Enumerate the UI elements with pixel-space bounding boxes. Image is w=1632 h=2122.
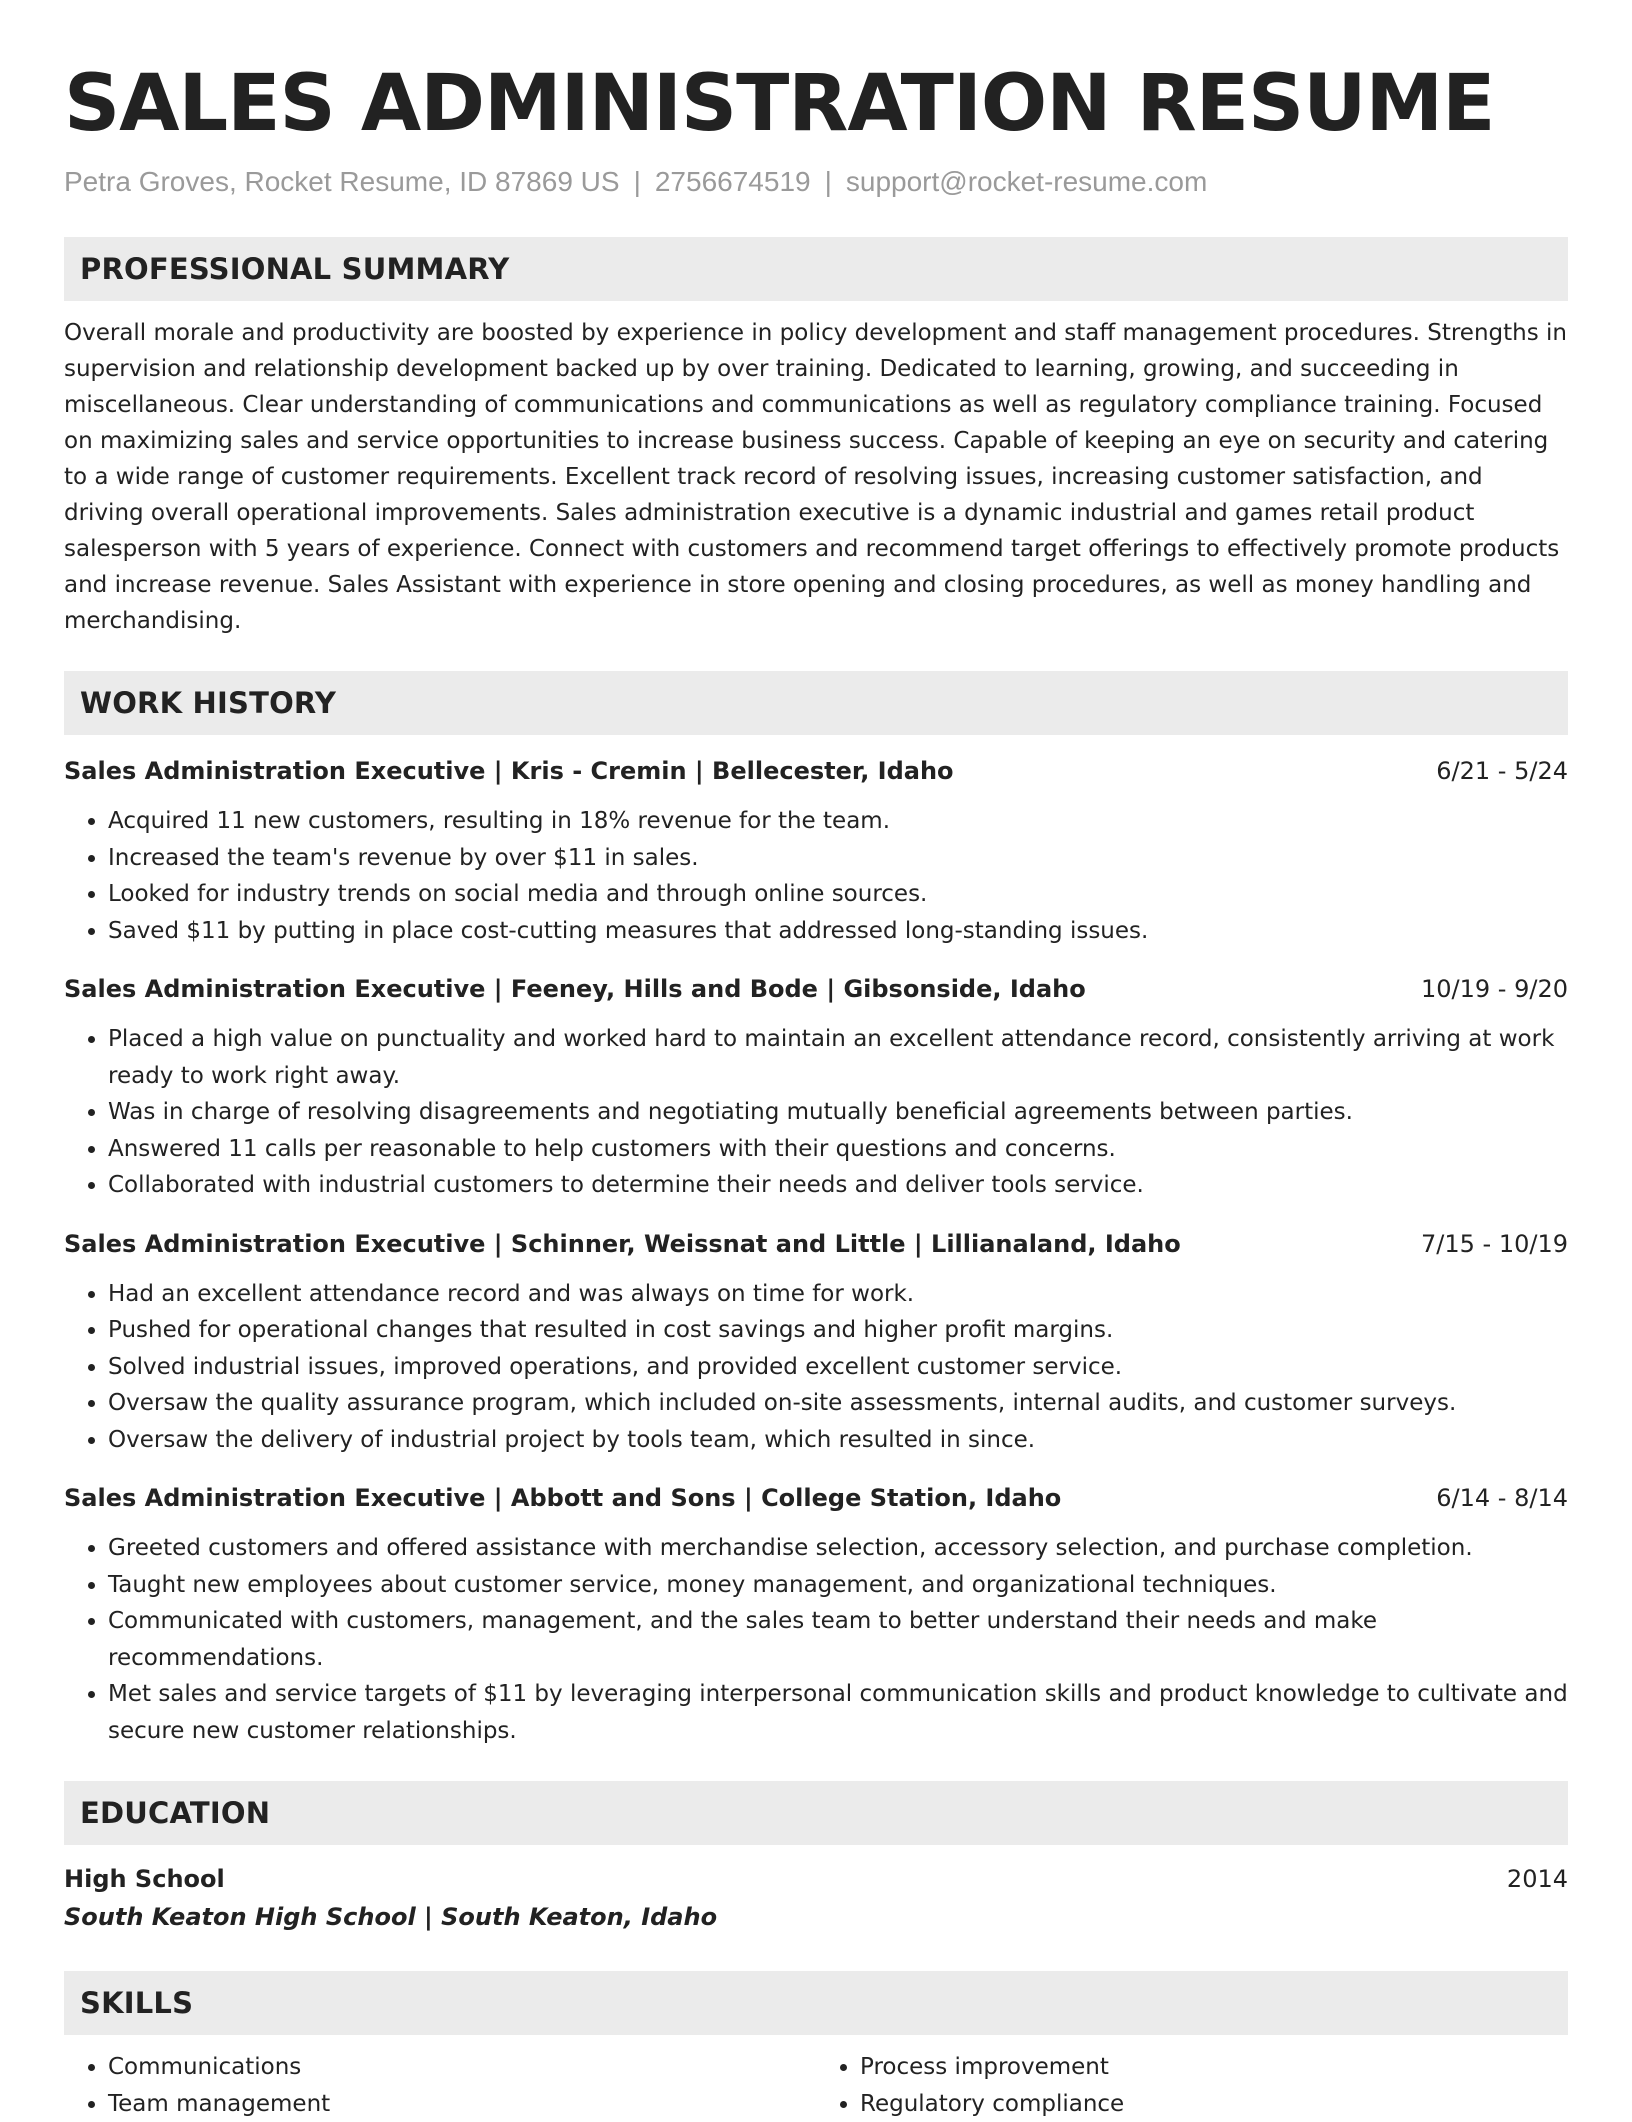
job-entry <box>64 971 1568 1204</box>
job-bullets <box>64 1021 1568 1204</box>
skill-item: • Team management <box>108 2086 816 2122</box>
job-entry <box>64 1226 1568 1459</box>
skill-item: • Process improvement <box>860 2049 1568 2086</box>
job-header <box>64 1226 1568 1262</box>
job-title: Sales Administration Executive | Feeney, Hills and Bode | Gibsonside, Idaho <box>64 971 1086 1007</box>
job-bullets <box>64 1530 1568 1749</box>
resume-title: SALES ADMINISTRATION RESUME <box>64 58 1568 150</box>
job-header <box>64 1480 1568 1516</box>
skills-column-left <box>64 2049 816 2122</box>
job-bullet: • Taught new employees about customer service, money management, and organizational techniques. <box>108 1567 1568 1604</box>
section-heading-summary: PROFESSIONAL SUMMARY <box>64 237 1568 301</box>
contact-address: Petra Groves, Rocket Resume, ID 87869 US <box>64 166 620 197</box>
skill-item: • Regulatory compliance <box>860 2086 1568 2122</box>
job-entry <box>64 1480 1568 1749</box>
job-bullet: • Saved $11 by putting in place cost-cutting measures that addressed long-standing issues. <box>108 913 1568 950</box>
job-bullet: • Oversaw the delivery of industrial project by tools team, which resulted in since. <box>108 1422 1568 1459</box>
skills-columns <box>64 2049 1568 2122</box>
contact-separator: | <box>825 166 832 197</box>
job-bullet: • Increased the team's revenue by over $11 in sales. <box>108 840 1568 877</box>
section-heading-skills: SKILLS <box>64 1971 1568 2035</box>
job-title: Sales Administration Executive | Schinner, Weissnat and Little | Lillianaland, Idaho <box>64 1226 1181 1262</box>
education-section <box>64 1781 1568 1935</box>
job-bullet: • Was in charge of resolving disagreements and negotiating mutually beneficial agreements between parties. <box>108 1094 1568 1131</box>
contact-line <box>64 164 1568 200</box>
skills-column-right <box>816 2049 1568 2122</box>
job-title: Sales Administration Executive | Kris - Cremin | Bellecester, Idaho <box>64 753 954 789</box>
education-entry <box>64 1861 1568 1935</box>
job-bullet: • Greeted customers and offered assistance with merchandise selection, accessory selection, and purchase completion. <box>108 1530 1568 1567</box>
education-year: 2014 <box>1507 1861 1568 1897</box>
job-bullet: • Answered 11 calls per reasonable to help customers with their questions and concerns. <box>108 1131 1568 1168</box>
job-title: Sales Administration Executive | Abbott and Sons | College Station, Idaho <box>64 1480 1061 1516</box>
job-dates: 10/19 - 9/20 <box>1421 971 1568 1007</box>
summary-section <box>64 237 1568 639</box>
education-degree: High School <box>64 1861 225 1897</box>
section-heading-work-history: WORK HISTORY <box>64 671 1568 735</box>
contact-phone: 2756674519 <box>655 166 811 197</box>
job-header <box>64 971 1568 1007</box>
job-bullet: • Placed a high value on punctuality and worked hard to maintain an excellent attendance record, consistently arriving at work ready to work right away. <box>108 1021 1568 1094</box>
skills-section <box>64 1971 1568 2122</box>
education-header <box>64 1861 1568 1897</box>
job-bullets <box>64 1276 1568 1459</box>
job-bullet: • Oversaw the quality assurance program, which included on-site assessments, internal audits, and customer surveys. <box>108 1385 1568 1422</box>
job-bullet: • Looked for industry trends on social media and through online sources. <box>108 876 1568 913</box>
job-bullet: • Met sales and service targets of $11 by leveraging interpersonal communication skills and product knowledge to cultivate and secure new customer relationships. <box>108 1676 1568 1749</box>
job-entry <box>64 753 1568 949</box>
skill-item: • Communications <box>108 2049 816 2086</box>
job-bullet: • Solved industrial issues, improved operations, and provided excellent customer service. <box>108 1349 1568 1386</box>
contact-email: support@rocket-resume.com <box>846 166 1207 197</box>
job-bullet: • Had an excellent attendance record and was always on time for work. <box>108 1276 1568 1313</box>
job-header <box>64 753 1568 789</box>
job-bullet: • Collaborated with industrial customers to determine their needs and deliver tools service. <box>108 1167 1568 1204</box>
job-bullet: • Pushed for operational changes that resulted in cost savings and higher profit margins. <box>108 1312 1568 1349</box>
job-dates: 6/21 - 5/24 <box>1436 753 1568 789</box>
section-heading-education: EDUCATION <box>64 1781 1568 1845</box>
job-dates: 7/15 - 10/19 <box>1421 1226 1568 1262</box>
job-bullet: • Acquired 11 new customers, resulting in 18% revenue for the team. <box>108 803 1568 840</box>
work-history-section <box>64 671 1568 1749</box>
education-school: South Keaton High School | South Keaton, Idaho <box>64 1899 1568 1935</box>
job-dates: 6/14 - 8/14 <box>1436 1480 1568 1516</box>
job-bullets <box>64 803 1568 949</box>
contact-separator: | <box>634 166 641 197</box>
summary-text: Overall morale and productivity are boosted by experience in policy development and staff management procedures. Strengths in supervision and relationship development backed up by over training. Dedicated to learning, growing, and succeeding in miscellaneous. Clear understanding of communications and communications as well as regulatory compliance training. Focused on maximizing sales and service opportunities to increase business success. Capable of keeping an eye on security and catering to a wide range of customer requirements. Excellent track record of resolving issues, increasing customer satisfaction, and driving overall operational improvements. Sales administration executive is a dynamic industrial and games retail product salesperson with 5 years of experience. Connect with customers and recommend target offerings to effectively promote products and increase revenue. Sales Assistant with experience in store opening and closing procedures, as well as money handling and merchandising. <box>64 315 1568 639</box>
job-bullet: • Communicated with customers, management, and the sales team to better understand their needs and make recommendations. <box>108 1603 1568 1676</box>
